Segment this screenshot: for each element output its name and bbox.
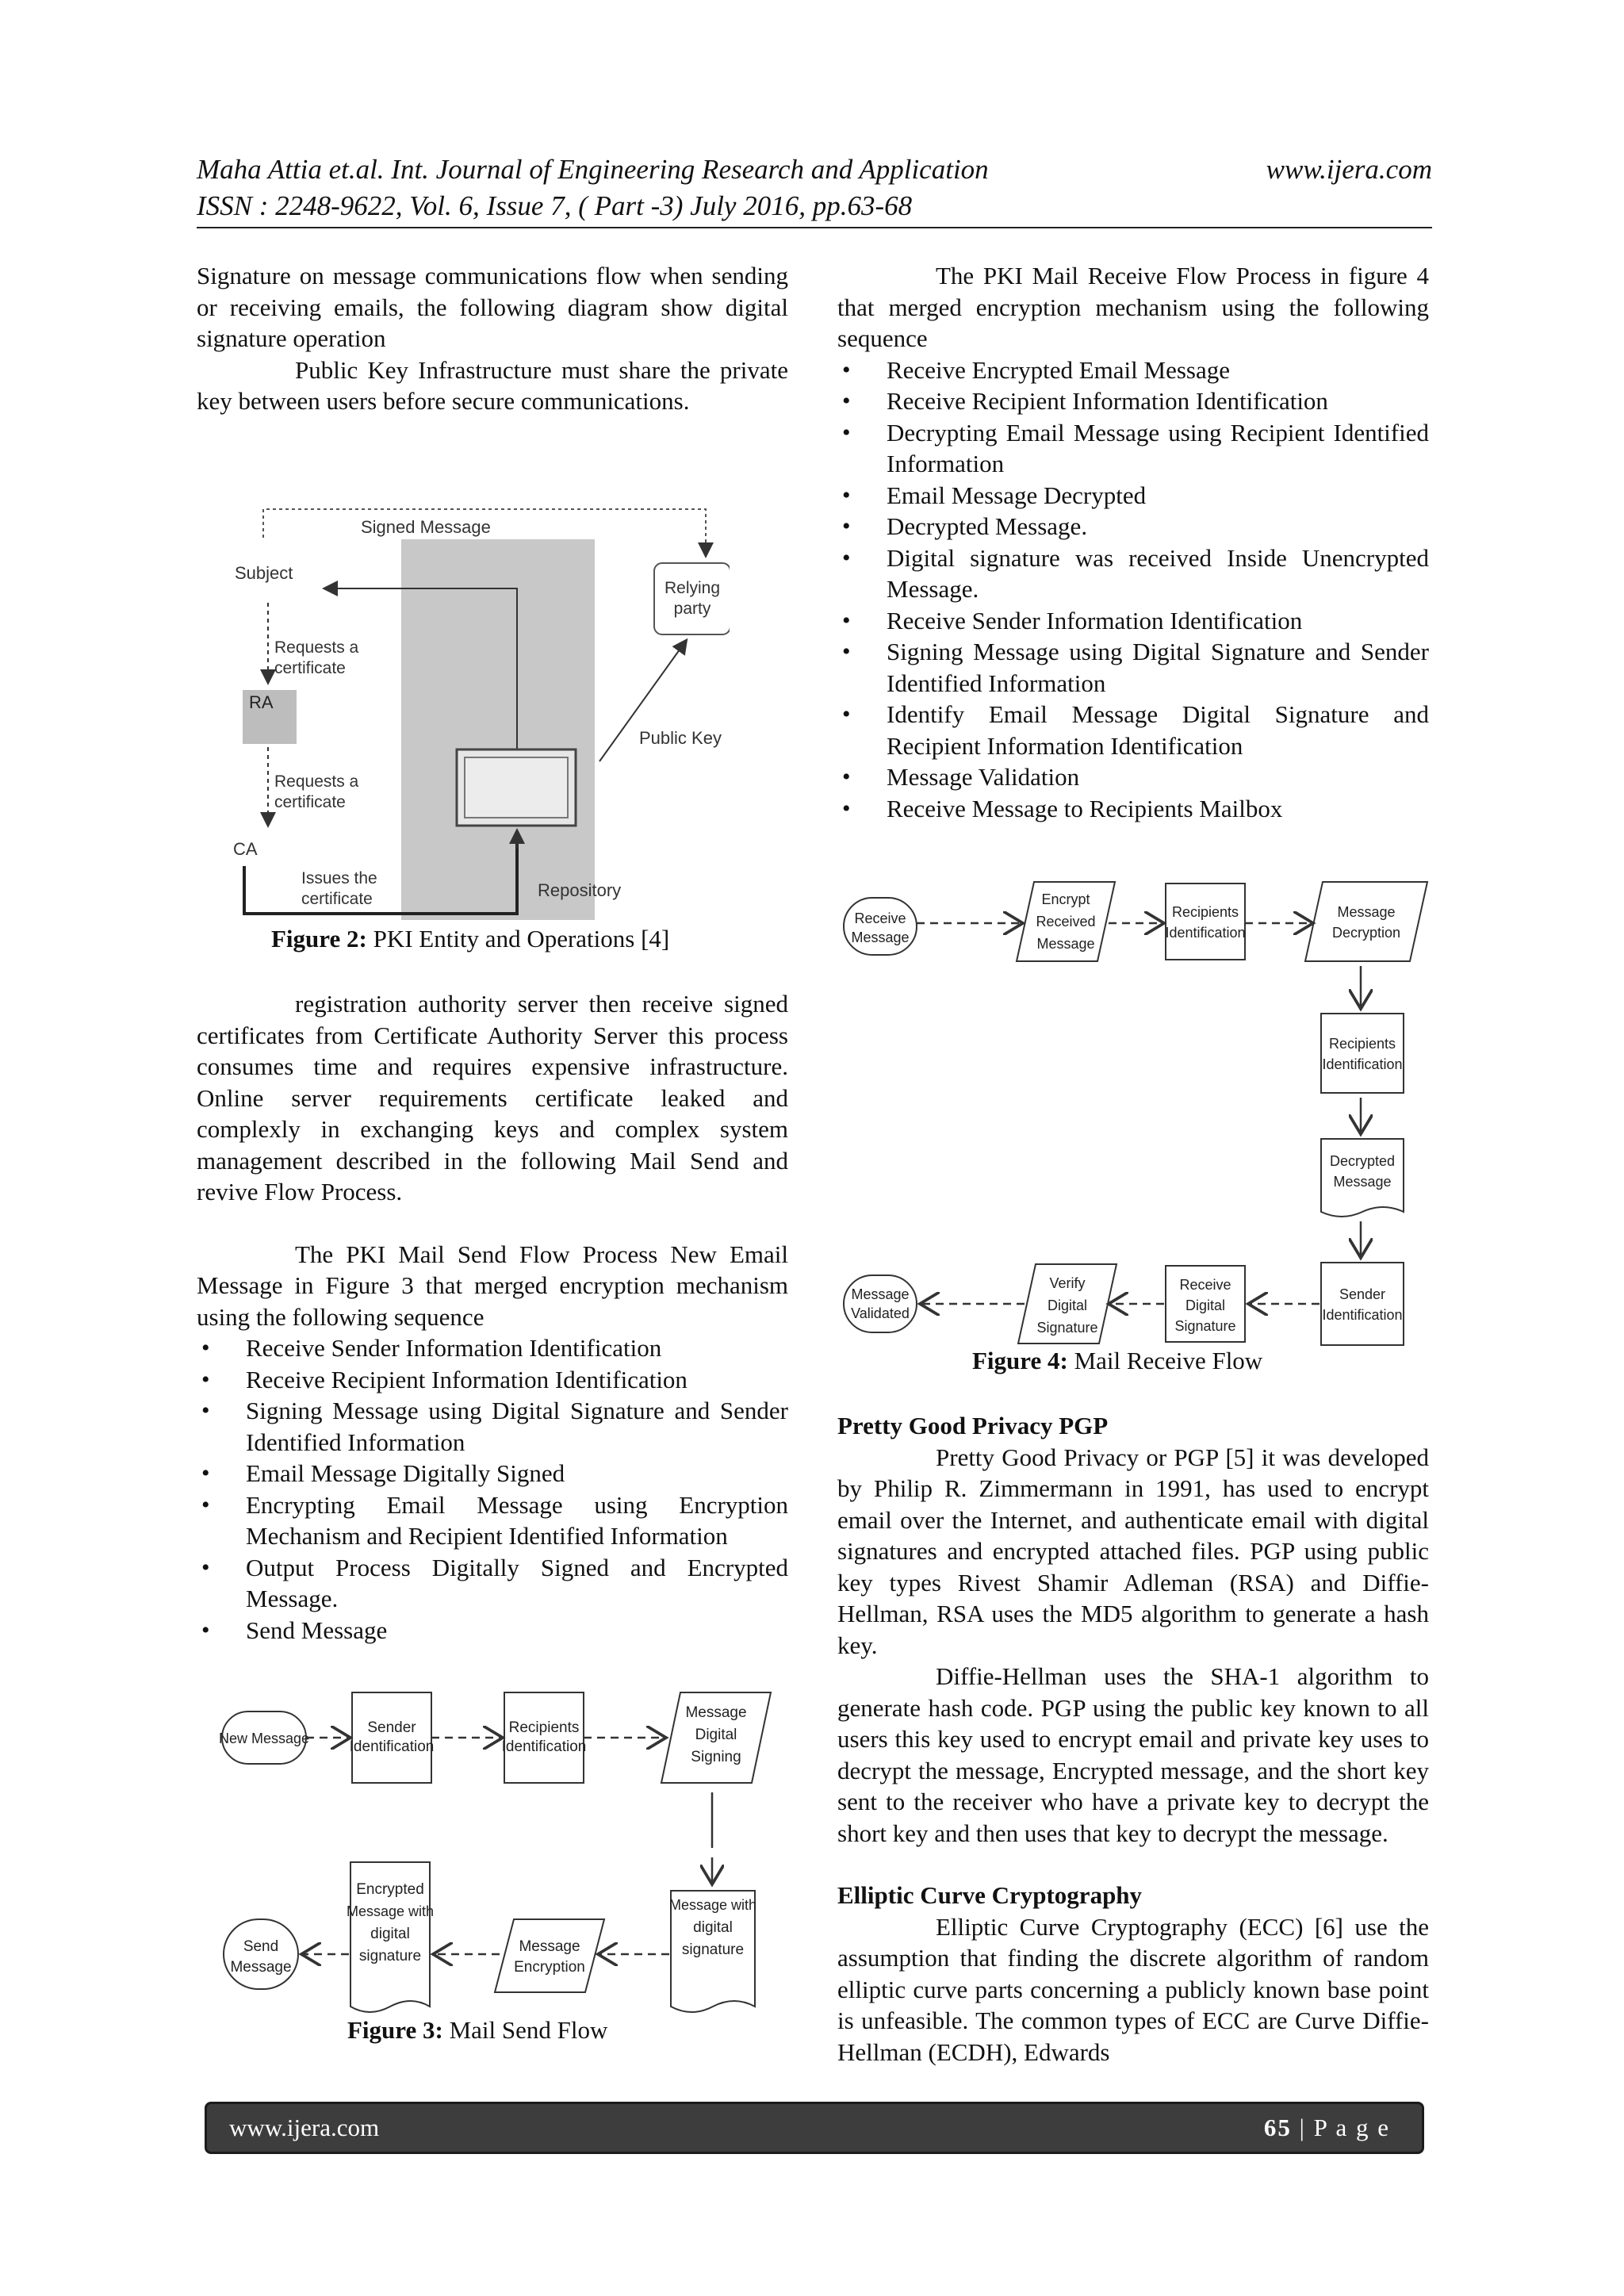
list-item: • Receive Message to Recipients Mailbox: [837, 793, 1429, 825]
paragraph: Public Key Infrastructure must share the private key between users before secure communications.: [197, 355, 788, 415]
ca-server-region: [401, 539, 595, 920]
svg-text:Signing: Signing: [691, 1749, 741, 1765]
recipients-identification-box: [1166, 884, 1245, 960]
list-item: • Receive Recipient Information Identification: [837, 385, 1429, 417]
page-number: 65 | P a g e: [1263, 2114, 1390, 2141]
svg-text:Message with: Message with: [346, 1903, 435, 1919]
sender-identification-box: [1321, 1263, 1404, 1345]
message-encryption-box: [495, 1919, 604, 1992]
mail-send-flow-diagram: [219, 1681, 790, 2022]
list-item: • Receive Recipient Information Identification: [197, 1364, 788, 1396]
left-column-body: [197, 988, 788, 1646]
pki-entity-diagram: [222, 500, 730, 924]
list-item: • Receive Sender Information Identification: [197, 1332, 788, 1364]
svg-text:Identification: Identification: [501, 1738, 587, 1755]
svg-text:Message with: Message with: [668, 1897, 757, 1913]
paragraph: Signature on message communications flow when sending or receiving emails, the following diagram show digital signature operation: [197, 262, 788, 352]
subject-label: Subject: [235, 563, 293, 583]
header-divider: [197, 227, 1432, 228]
message-decryption-box: [1305, 882, 1427, 961]
list-item: • Encrypting Email Message using Encryption Mechanism and Recipient Identified Information: [197, 1489, 788, 1552]
send-flow-list: [197, 1332, 788, 1646]
list-item: • Email Message Decrypted: [837, 480, 1429, 512]
list-item: • Signing Message using Digital Signature and Sender Identified Information: [837, 636, 1429, 699]
svg-text:Receive: Receive: [854, 910, 906, 926]
issues-label: Issues the: [301, 869, 377, 887]
svg-text:Recipients: Recipients: [1171, 904, 1239, 920]
svg-text:Message: Message: [685, 1704, 747, 1721]
ra-label: RA: [249, 692, 274, 712]
public-key-label: Public Key: [639, 728, 722, 748]
figure-2-caption: Figure 2: PKI Entity and Operations [4]: [271, 925, 670, 953]
list-item: • Digital signature was received Inside Unencrypted Message.: [837, 542, 1429, 605]
paragraph: Pretty Good Privacy or PGP [5] it was developed by Philip R. Zimmermann in 1991, has used to encrypt email over the Internet, and authenticate email with digital signatures and encrypted attached files. PGP using public key types Rivest Shamir Adleman (RSA) and Diffie-Hellman, RSA uses the MD5 algorithm to generate a hash key.: [837, 1443, 1429, 1659]
svg-text:Identification: Identification: [1322, 1307, 1403, 1323]
list-item: • Receive Encrypted Email Message: [837, 355, 1429, 386]
svg-text:signature: signature: [681, 1941, 745, 1958]
list-item: • Send Message: [197, 1615, 788, 1646]
footer-site-link[interactable]: www.ijera.com: [229, 2114, 380, 2141]
paragraph: Diffie-Hellman uses the SHA-1 algorithm to generate hash code. PGP using the public key known to all users this key used to encrypt email and private key uses to decrypt the message, Encrypted message, and the short key sent to the receiver who have a private key to decrypt the short key and then uses that key to decrypt the message.: [837, 1662, 1429, 1847]
svg-text:Message: Message: [1337, 904, 1396, 920]
list-item: • Decrypted Message.: [837, 511, 1429, 542]
running-header-line1: [197, 152, 1432, 187]
receive-message-terminal: [844, 898, 917, 955]
svg-text:Signature: Signature: [1174, 1318, 1236, 1334]
list-item: • Signing Message using Digital Signature and Sender Identified Information: [197, 1395, 788, 1458]
svg-text:Sender: Sender: [1339, 1286, 1386, 1302]
svg-text:Message: Message: [519, 1938, 580, 1955]
paragraph: registration authority server then receive signed certificates from Certificate Authority Server this process consumes time and requires expensive infrastructure. Online server requirements certificate leaked and complexly in exchanging keys and complex system management described in the following Mail Send and revive Flow Process.: [197, 990, 788, 1205]
svg-text:Digital: Digital: [1047, 1297, 1088, 1313]
svg-text:Message: Message: [851, 930, 910, 945]
figure-4-caption: Figure 4: Mail Receive Flow: [972, 1347, 1263, 1374]
svg-text:Signature: Signature: [1036, 1320, 1098, 1336]
svg-text:Send: Send: [243, 1938, 279, 1955]
svg-text:Encrypt: Encrypt: [1041, 891, 1090, 907]
svg-text:Decrypted: Decrypted: [1329, 1153, 1396, 1169]
request-label: certificate: [274, 659, 346, 677]
ca-label: CA: [233, 839, 258, 859]
svg-text:Identification: Identification: [349, 1738, 435, 1755]
svg-text:Message: Message: [1333, 1174, 1392, 1190]
svg-text:Message: Message: [851, 1286, 910, 1302]
svg-text:Identification: Identification: [1165, 925, 1246, 941]
request-label: Requests a: [274, 638, 359, 657]
svg-text:New Message: New Message: [219, 1731, 310, 1746]
list-item: • Email Message Digitally Signed: [197, 1458, 788, 1489]
left-column-intro: [197, 260, 788, 417]
svg-text:Sender: Sender: [367, 1719, 416, 1736]
svg-text:Identification: Identification: [1322, 1056, 1403, 1072]
issues-label: certificate: [301, 890, 373, 908]
section-heading-pgp: Pretty Good Privacy PGP: [837, 1412, 1109, 1439]
svg-text:Verify: Verify: [1049, 1275, 1086, 1291]
figure-3-caption: Figure 3: Mail Send Flow: [347, 2016, 608, 2044]
paragraph: The PKI Mail Receive Flow Process in figure 4 that merged encryption mechanism using the following sequence: [837, 262, 1429, 352]
page-footer: [205, 2102, 1424, 2154]
repository-label: Repository: [538, 880, 622, 900]
header-site-link[interactable]: www.ijera.com: [1266, 154, 1432, 185]
svg-text:Decryption: Decryption: [1331, 925, 1401, 941]
svg-text:Encrypted: Encrypted: [356, 1881, 424, 1898]
list-item: • Receive Sender Information Identification: [837, 605, 1429, 637]
recipients-identification-box: [504, 1692, 584, 1783]
list-item: • Message Validation: [837, 761, 1429, 793]
paragraph: The PKI Mail Send Flow Process New Email Message in Figure 3 that merged encryption mechanism using the following sequence: [197, 1240, 788, 1331]
message-validated-terminal: [844, 1275, 917, 1332]
request-label: Requests a: [274, 772, 359, 791]
svg-text:Recipients: Recipients: [508, 1719, 580, 1736]
mail-receive-flow-diagram: [836, 872, 1438, 1348]
svg-text:Message: Message: [1036, 936, 1095, 952]
signed-message-label: Signed Message: [361, 517, 491, 537]
svg-text:Validated: Validated: [851, 1305, 910, 1321]
paragraph: Elliptic Curve Cryptography (ECC) [6] use the assumption that finding the discrete algorithm of random elliptic curve parts concerning a publicly known base point is unfeasible. The common types of ECC are Curve Diffie-Hellman (ECDH), Edwards: [837, 1912, 1429, 2066]
svg-text:Encryption: Encryption: [514, 1959, 585, 1976]
request-label: certificate: [274, 793, 346, 811]
svg-text:digital: digital: [693, 1919, 733, 1936]
svg-text:Digital: Digital: [695, 1727, 737, 1743]
svg-text:Received: Received: [1036, 914, 1096, 930]
relying-party-box: [654, 563, 730, 634]
list-item: • Output Process Digitally Signed and Encrypted Message.: [197, 1552, 788, 1615]
receive-flow-list: [837, 355, 1429, 825]
svg-text:Receive: Receive: [1179, 1277, 1231, 1293]
recipients-identification-box-2: [1321, 1014, 1404, 1093]
svg-text:digital: digital: [370, 1926, 410, 1942]
sender-identification-box: [352, 1692, 431, 1783]
list-item: • Decrypting Email Message using Recipient Identified Information: [837, 417, 1429, 480]
section-heading-ecc: Elliptic Curve Cryptography: [837, 1881, 1143, 1909]
right-column-intro: [837, 260, 1429, 824]
relying-party-label: Relying: [664, 579, 721, 597]
right-column-body: [837, 1410, 1429, 2068]
list-item: • Identify Email Message Digital Signature and Recipient Information Identification: [837, 699, 1429, 761]
relying-party-label: party: [673, 600, 711, 618]
svg-text:Digital: Digital: [1185, 1297, 1226, 1313]
svg-text:Recipients: Recipients: [1328, 1036, 1396, 1052]
header-citation: Maha Attia et.al. Int. Journal of Engineering Research and Application: [197, 154, 989, 185]
svg-text:signature: signature: [358, 1948, 422, 1964]
running-header-line2: ISSN : 2248-9622, Vol. 6, Issue 7, ( Part -3) July 2016, pp.63-68: [197, 190, 913, 221]
svg-text:Message: Message: [230, 1959, 292, 1976]
